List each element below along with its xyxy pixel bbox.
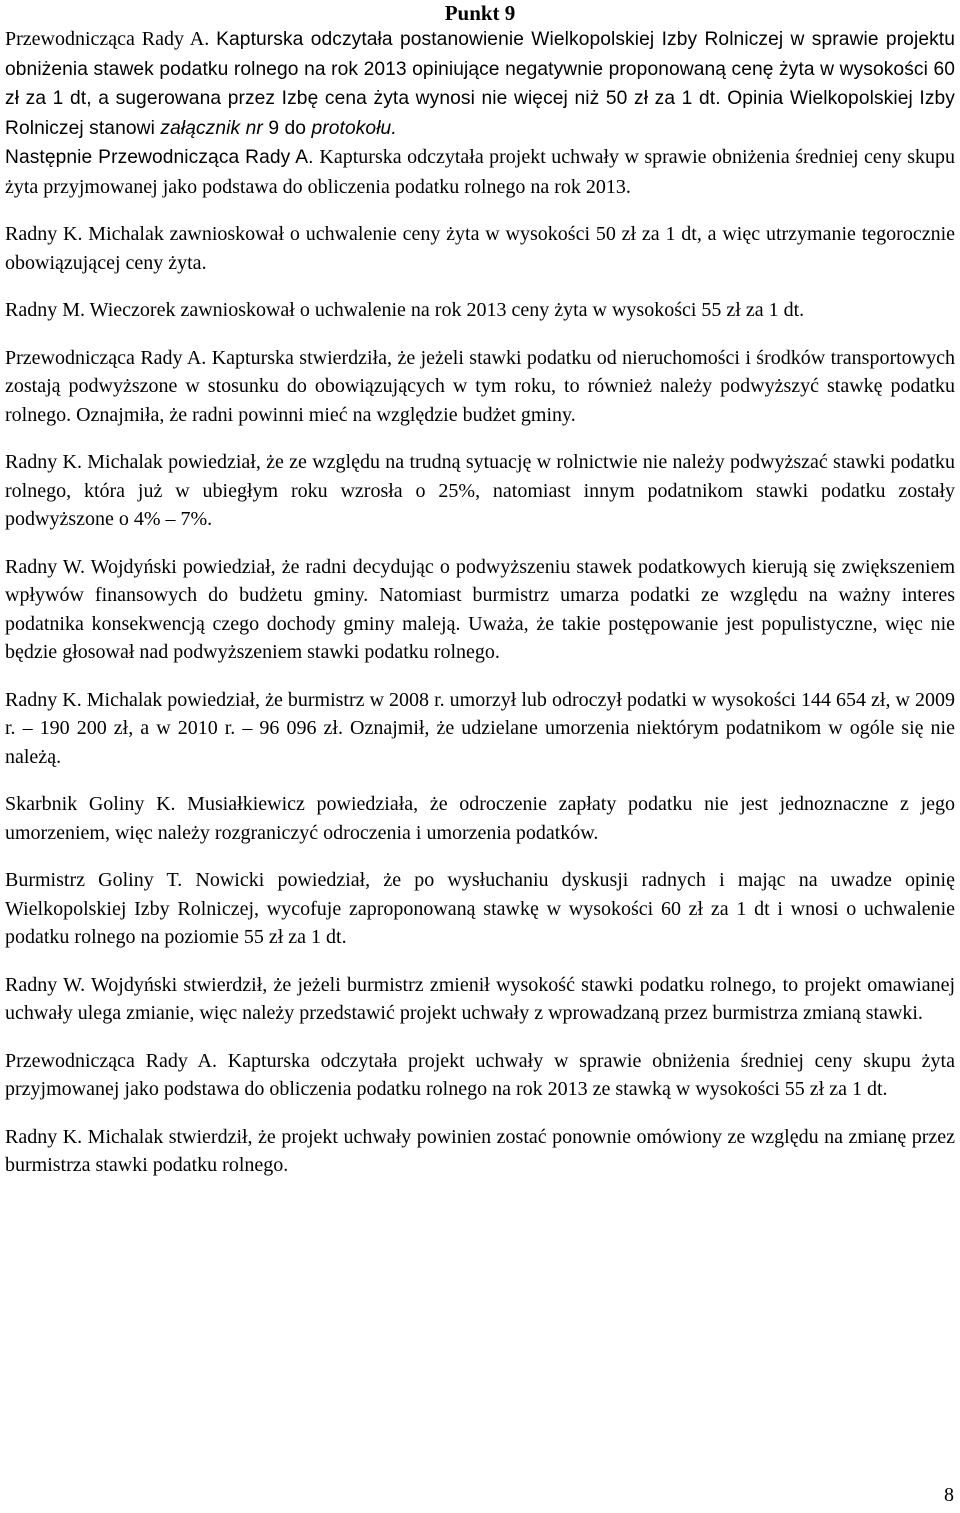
paragraph-1-text-2: 9 do — [262, 117, 312, 139]
page-number: 8 — [944, 1484, 954, 1506]
section-heading: Punkt 9 — [444, 1, 516, 25]
paragraph-1-italic-2: protokołu. — [311, 117, 397, 139]
paragraph-2-text: Kapturska odczytała projekt uchwały w sprawie obniżenia średniej ceny skupu żyta przyjmowanej jako podstawa do obliczenia podatku rolnego na rok 2013. — [5, 146, 955, 198]
paragraph-9: Skarbnik Goliny K. Musiałkiewicz powiedziała, że odroczenie zapłaty podatku nie jest jednoznaczne z jego umorzeniem, więc należy rozgraniczyć odroczenia i umorzenia podatków. — [5, 793, 955, 844]
paragraph-1-italic: załącznik nr — [160, 117, 263, 139]
paragraph-1-text: Kapturska odczytała postanowienie Wielkopolskiej Izby Rolniczej w sprawie projektu obniżenia stawek podatku rolnego na rok 2013 opiniujące negatywnie proponowaną cenę żyta w wysokości 60 zł za 1 dt, a sugerowana przez Izbę cena żyta wynosi nie więcej niż 50 zł za 1 dt. Opinia Wielkopolskiej Izby Rolniczej stanowi — [5, 29, 955, 139]
paragraph-11: Radny W. Wojdyński stwierdził, że jeżeli burmistrz zmienił wysokość stawki podatku rolnego, to projekt omawianej uchwały ulega zmianie, więc należy przedstawić projekt uchwały z wprowadzaną przez burmistrza zmianą stawki. — [5, 973, 955, 1024]
paragraph-13: Radny K. Michalak stwierdził, że projekt uchwały powinien zostać ponownie omówiony ze względu na zmianę przez burmistrza stawki podatku rolnego. — [5, 1125, 955, 1176]
paragraph-10: Burmistrz Goliny T. Nowicki powiedział, że po wysłuchaniu dyskusji radnych i mając na uwadze opinię Wielkopolskiej Izby Rolniczej, wycofuje zaproponowaną stawkę w wysokości 60 zł za 1 dt i wnosi o uchwalenie podatku rolnego na poziomie 55 zł za 1 dt. — [5, 869, 955, 948]
paragraph-1-speaker: Przewodnicząca Rady A. — [5, 28, 217, 50]
paragraph-5: Przewodnicząca Rady A. Kapturska stwierdziła, że jeżeli stawki podatku od nieruchomości i środków transportowych zostają podwyższone w stosunku do obowiązujących w tym roku, to również należy podwyższyć stawkę podatku rolnego. Oznajmiła, że radni powinni mieć na względzie budżet gminy. — [5, 346, 955, 426]
paragraph-12: Przewodnicząca Rady A. Kapturska odczytała projekt uchwały w sprawie obniżenia średniej ceny skupu żyta przyjmowanej jako podstawa do obliczenia podatku rolnego na rok 2013 ze stawką w wysokości 55 zł za 1 dt. — [5, 1049, 955, 1100]
paragraph-2-speaker: Następnie Przewodnicząca Rady A. — [5, 147, 320, 168]
paragraph-7: Radny W. Wojdyński powiedział, że radni decydując o podwyższeniu stawek podatkowych kierują się zwiększeniem wpływów finansowych do budżetu gminy. Natomiast burmistrz umarza podatki ze względu na ważny interes podatnika konsekwencją czego dochody gminy maleją. Uważa, że takie postępowanie jest populistyczne, więc nie będzie głosował nad podwyższeniem stawki podatku rolnego. — [5, 555, 955, 663]
document-page — [5, 0, 955, 1180]
paragraph-1 — [5, 25, 955, 143]
paragraph-3: Radny K. Michalak zawnioskował o uchwalenie ceny żyta w wysokości 50 zł za 1 dt, a więc utrzymanie tegorocznie obowiązującej ceny żyta. — [5, 223, 955, 274]
paragraph-6: Radny K. Michalak powiedział, że ze względu na trudną sytuację w rolnictwie nie należy podwyższać stawki podatku rolnego, która już w ubiegłym roku wzrosła o 25%, natomiast innym podatnikom stawki podatku zostały podwyższone o 4% – 7%. — [5, 451, 955, 530]
paragraph-2 — [5, 143, 955, 201]
paragraph-4: Radny M. Wieczorek zawnioskował o uchwalenie na rok 2013 ceny żyta w wysokości 55 zł za 1 dt. — [5, 299, 805, 321]
paragraph-8: Radny K. Michalak powiedział, że burmistrz w 2008 r. umorzył lub odroczył podatki w wysokości 144 654 zł, w 2009 r. – 190 200 zł, a w 2010 r. – 96 096 zł. Oznajmił, że udzielane umorzenia niektórym podatnikom w ogóle się nie należą. — [5, 688, 955, 768]
